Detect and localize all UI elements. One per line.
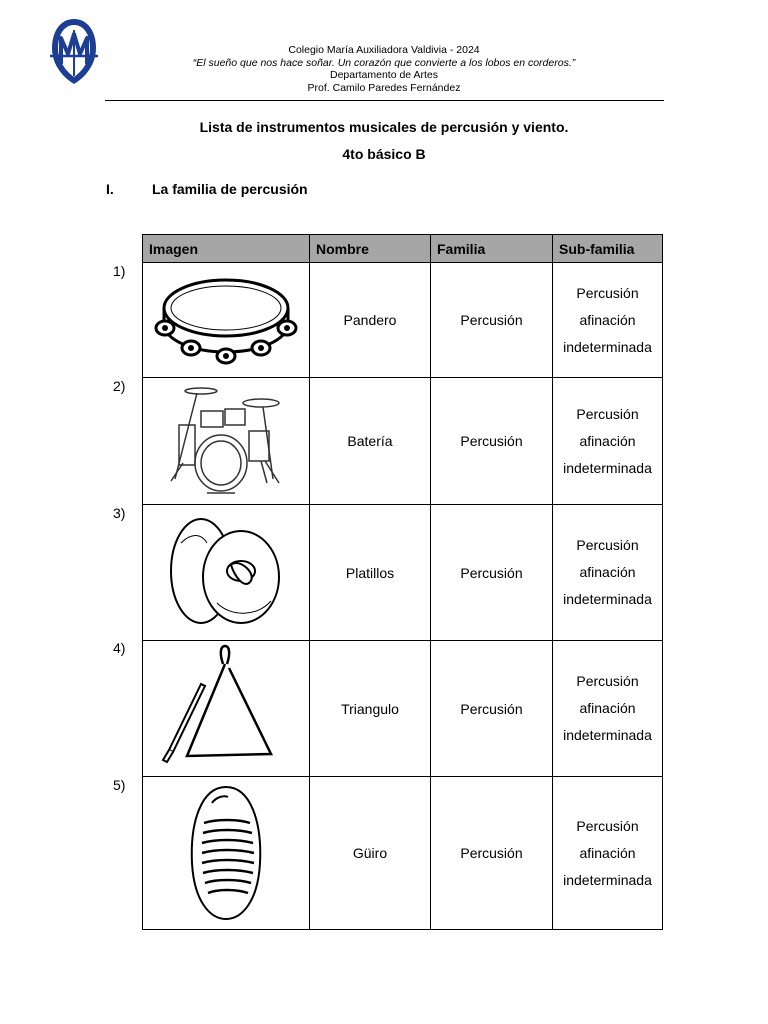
subfamily-line: Percusión xyxy=(576,673,639,689)
subfamily-line: indeterminada xyxy=(563,338,652,355)
image-cell xyxy=(143,505,310,641)
name-cell: Güiro xyxy=(310,777,431,930)
subfamily-line: indeterminada xyxy=(563,591,652,607)
subfamily-line: indeterminada xyxy=(563,459,652,476)
header-subfamily: Sub-familia xyxy=(553,235,663,263)
family-cell: Percusión xyxy=(431,641,553,777)
school-logo xyxy=(48,16,100,86)
row-number: 1) xyxy=(113,263,126,279)
guiro-image xyxy=(176,783,276,923)
subfamily-cell xyxy=(553,777,663,930)
table-header-row xyxy=(143,235,663,263)
header-family: Familia xyxy=(431,235,553,263)
drum-kit-image xyxy=(161,381,291,501)
section-title: La familia de percusión xyxy=(152,181,308,197)
name-cell: Batería xyxy=(310,378,431,505)
family-cell: Percusión xyxy=(431,263,553,378)
row-number: 5) xyxy=(113,777,126,793)
triangle-image xyxy=(161,644,291,774)
tambourine-image xyxy=(151,268,301,372)
subfamily-line: afinación xyxy=(579,432,636,449)
table-row xyxy=(143,777,663,930)
subfamily-cell xyxy=(553,378,663,505)
subfamily-line: Percusión xyxy=(576,405,639,422)
document-title: Lista de instrumentos musicales de percusión y viento. xyxy=(199,119,569,135)
table-row xyxy=(143,505,663,641)
family-cell: Percusión xyxy=(431,378,553,505)
school-name: Colegio María Auxiliadora Valdivia - 2024 xyxy=(288,44,480,56)
subfamily-cell xyxy=(553,263,663,378)
subfamily-line: afinación xyxy=(579,700,636,716)
family-cell: Percusión xyxy=(431,777,553,930)
name-cell: Pandero xyxy=(310,263,431,378)
subfamily-line: indeterminada xyxy=(563,871,652,888)
subfamily-cell xyxy=(553,505,663,641)
row-number: 2) xyxy=(113,378,126,394)
subfamily-line: afinación xyxy=(579,844,636,861)
row-number: 3) xyxy=(113,505,126,521)
subfamily-cell xyxy=(553,641,663,777)
subfamily-line: indeterminada xyxy=(563,727,652,743)
header-divider xyxy=(105,100,664,101)
header-image: Imagen xyxy=(143,235,310,263)
school-motto: “El sueño que nos hace soñar. Un corazón que convierte a los lobos en corderos.” xyxy=(192,56,576,69)
table-row xyxy=(143,378,663,505)
table-row xyxy=(143,641,663,777)
section-number: I. xyxy=(106,181,114,197)
image-cell xyxy=(143,777,310,930)
row-number: 4) xyxy=(113,640,126,656)
name-cell: Platillos xyxy=(310,505,431,641)
family-cell: Percusión xyxy=(431,505,553,641)
table-row xyxy=(143,263,663,378)
image-cell xyxy=(143,641,310,777)
cymbals-image xyxy=(161,513,291,633)
instruments-table xyxy=(142,234,663,930)
document-header xyxy=(100,44,668,94)
document-subtitle: 4to básico B xyxy=(342,146,426,162)
subfamily-line: Percusión xyxy=(576,817,639,834)
subfamily-line: Percusión xyxy=(576,284,639,301)
image-cell xyxy=(143,378,310,505)
subfamily-line: afinación xyxy=(579,564,636,580)
subfamily-line: afinación xyxy=(579,311,636,328)
teacher-name: Prof. Camilo Paredes Fernández xyxy=(307,81,461,94)
department: Departamento de Artes xyxy=(330,69,438,81)
name-cell: Triangulo xyxy=(310,641,431,777)
subfamily-line: Percusión xyxy=(576,537,639,553)
image-cell xyxy=(143,263,310,378)
header-name: Nombre xyxy=(310,235,431,263)
